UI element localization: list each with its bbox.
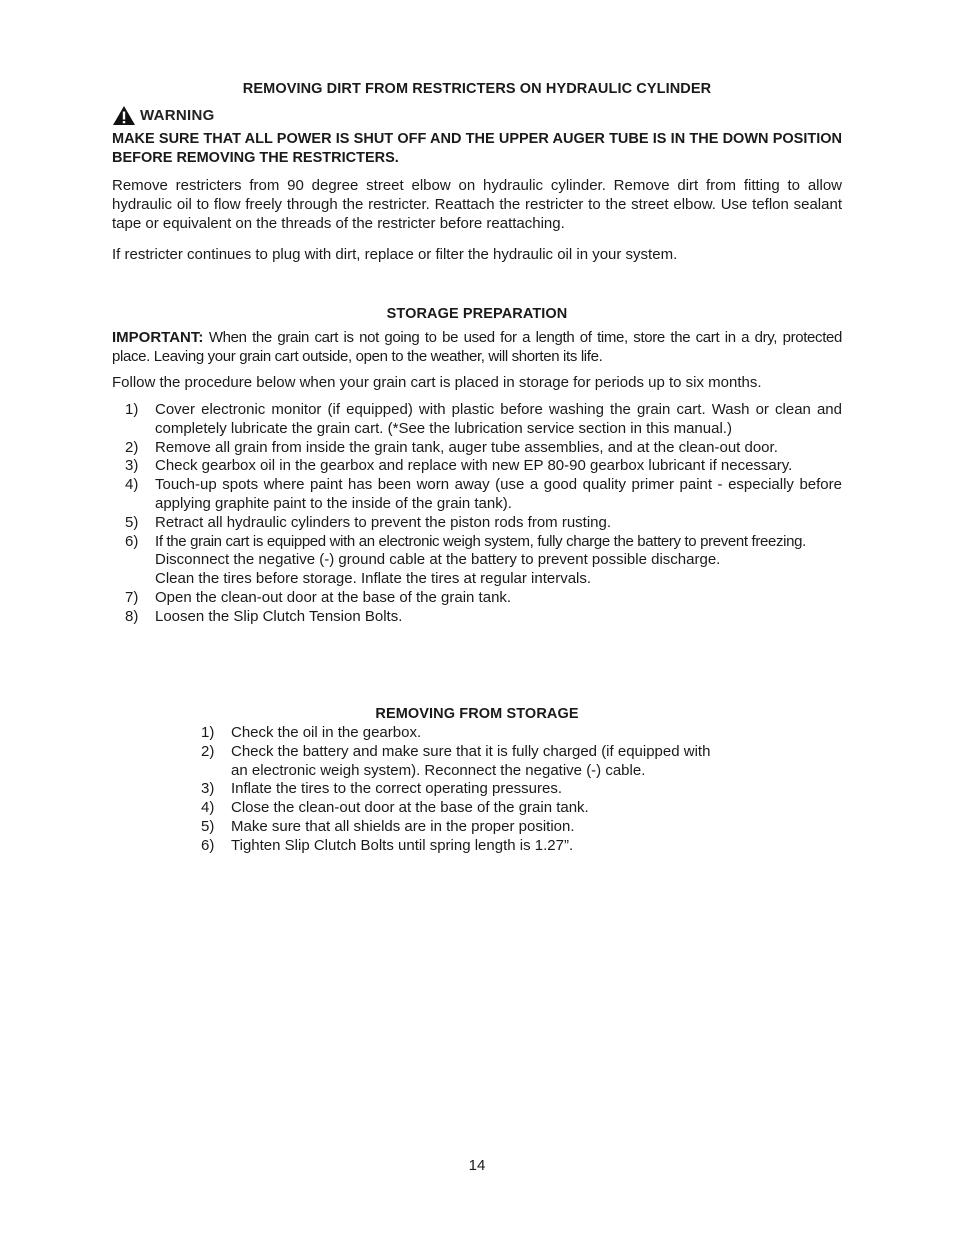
list-item-number: 3) <box>125 457 139 475</box>
important-paragraph <box>112 329 842 367</box>
section-title-removing-dirt: REMOVING DIRT FROM RESTRICTERS ON HYDRAULIC CYLINDER <box>242 81 712 97</box>
warning-label <box>112 104 215 126</box>
list-item-text-line2: an electronic weigh system). Reconnect the negative (-) cable. <box>231 761 646 779</box>
warning-label-text: WARNING <box>140 106 215 124</box>
section-title-removing-from-storage: REMOVING FROM STORAGE <box>375 706 579 722</box>
list-item <box>201 799 721 818</box>
list-item-number: 2) <box>125 438 139 456</box>
section-title-storage-preparation: STORAGE PREPARATION <box>386 306 568 322</box>
list-item <box>201 837 721 856</box>
list-item-text: Check the oil in the gearbox. <box>231 724 422 741</box>
storage-preparation-list <box>125 401 842 627</box>
list-item <box>201 780 721 799</box>
restricter-plug-paragraph: If restricter continues to plug with dirt, replace or filter the hydraulic oil in your system. <box>112 246 678 263</box>
list-item-number: 5) <box>201 817 215 835</box>
list-item-number: 1) <box>125 401 139 418</box>
warning-text: MAKE SURE THAT ALL POWER IS SHUT OFF AND THE UPPER AUGER TUBE IS IN THE DOWN POSITION BEFORE REMOVING THE RESTRICTERS. <box>112 131 842 166</box>
list-item-number: 2) <box>201 742 215 760</box>
list-item-text: Retract all hydraulic cylinders to prevent the piston rods from rusting. <box>155 513 612 531</box>
important-text: When the grain cart is not going to be used for a length of time, store the cart in a dry, protected place. Leaving your grain cart outside, open to the weather, will shorten its life. <box>112 329 842 365</box>
list-item <box>125 401 842 439</box>
list-item-text: Cover electronic monitor (if equipped) with plastic before washing the grain cart. Wash or clean and completely lubricate the grain cart. (*See the lubrication service section in this manual.) <box>155 401 842 437</box>
list-item-text: Remove all grain from inside the grain tank, auger tube assemblies, and at the clean-out door. <box>155 438 778 456</box>
list-item-number: 3) <box>201 780 215 798</box>
list-item-text: Tighten Slip Clutch Bolts until spring length is 1.27”. <box>231 836 574 854</box>
list-item <box>201 818 721 837</box>
list-item-number: 1) <box>201 724 215 741</box>
list-item-number: 6) <box>125 532 139 550</box>
removing-from-storage-list <box>201 724 721 856</box>
list-item <box>125 439 842 458</box>
list-item <box>125 514 842 533</box>
warning-triangle-icon <box>112 105 136 126</box>
list-item-number: 4) <box>201 799 215 817</box>
list-item <box>125 533 842 589</box>
list-item-text: Open the clean-out door at the base of the grain tank. <box>155 588 512 606</box>
list-item-text-line3: Clean the tires before storage. Inflate the tires at regular intervals. <box>155 570 592 588</box>
important-label: IMPORTANT: <box>112 329 204 346</box>
list-item <box>125 476 842 514</box>
list-item-number: 6) <box>201 836 215 854</box>
storage-intro: Follow the procedure below when your grain cart is placed in storage for periods up to six months. <box>112 374 762 391</box>
list-item-text: Close the clean-out door at the base of the grain tank. <box>231 799 589 817</box>
restricter-paragraph: Remove restricters from 90 degree street elbow on hydraulic cylinder. Remove dirt from fitting to allow hydraulic oil to flow freely through the restricter. Reattach the restricter to the street elbow. Use teflon sealant tape or equivalent on the threads of the restricter before reattaching. <box>112 177 842 232</box>
list-item-text: Check gearbox oil in the gearbox and replace with new EP 80-90 gearbox lubricant if necessary. <box>155 457 793 475</box>
list-item-text: If the grain cart is equipped with an electronic weigh system, fully charge the battery to prevent freezing. <box>155 532 806 550</box>
list-item <box>125 589 842 608</box>
list-item-number: 4) <box>125 476 139 494</box>
list-item-number: 5) <box>125 513 139 531</box>
list-item-text: Make sure that all shields are in the proper position. <box>231 817 575 835</box>
list-item-number: 8) <box>125 607 139 625</box>
list-item-text: Inflate the tires to the correct operating pressures. <box>231 780 563 798</box>
page-number: 14 <box>468 1157 486 1174</box>
list-item-text: Check the battery and make sure that it is fully charged (if equipped with <box>231 742 711 760</box>
list-item <box>201 743 721 781</box>
list-item-text-line2: Disconnect the negative (-) ground cable at the battery to prevent possible discharge. <box>155 551 721 569</box>
list-item <box>201 724 721 743</box>
list-item <box>125 608 842 627</box>
list-item <box>125 457 842 476</box>
list-item-text: Touch-up spots where paint has been worn away (use a good quality primer paint - especially before applying graphite paint to the inside of the grain tank). <box>155 476 842 512</box>
list-item-text: Loosen the Slip Clutch Tension Bolts. <box>155 607 403 625</box>
list-item-number: 7) <box>125 588 139 606</box>
